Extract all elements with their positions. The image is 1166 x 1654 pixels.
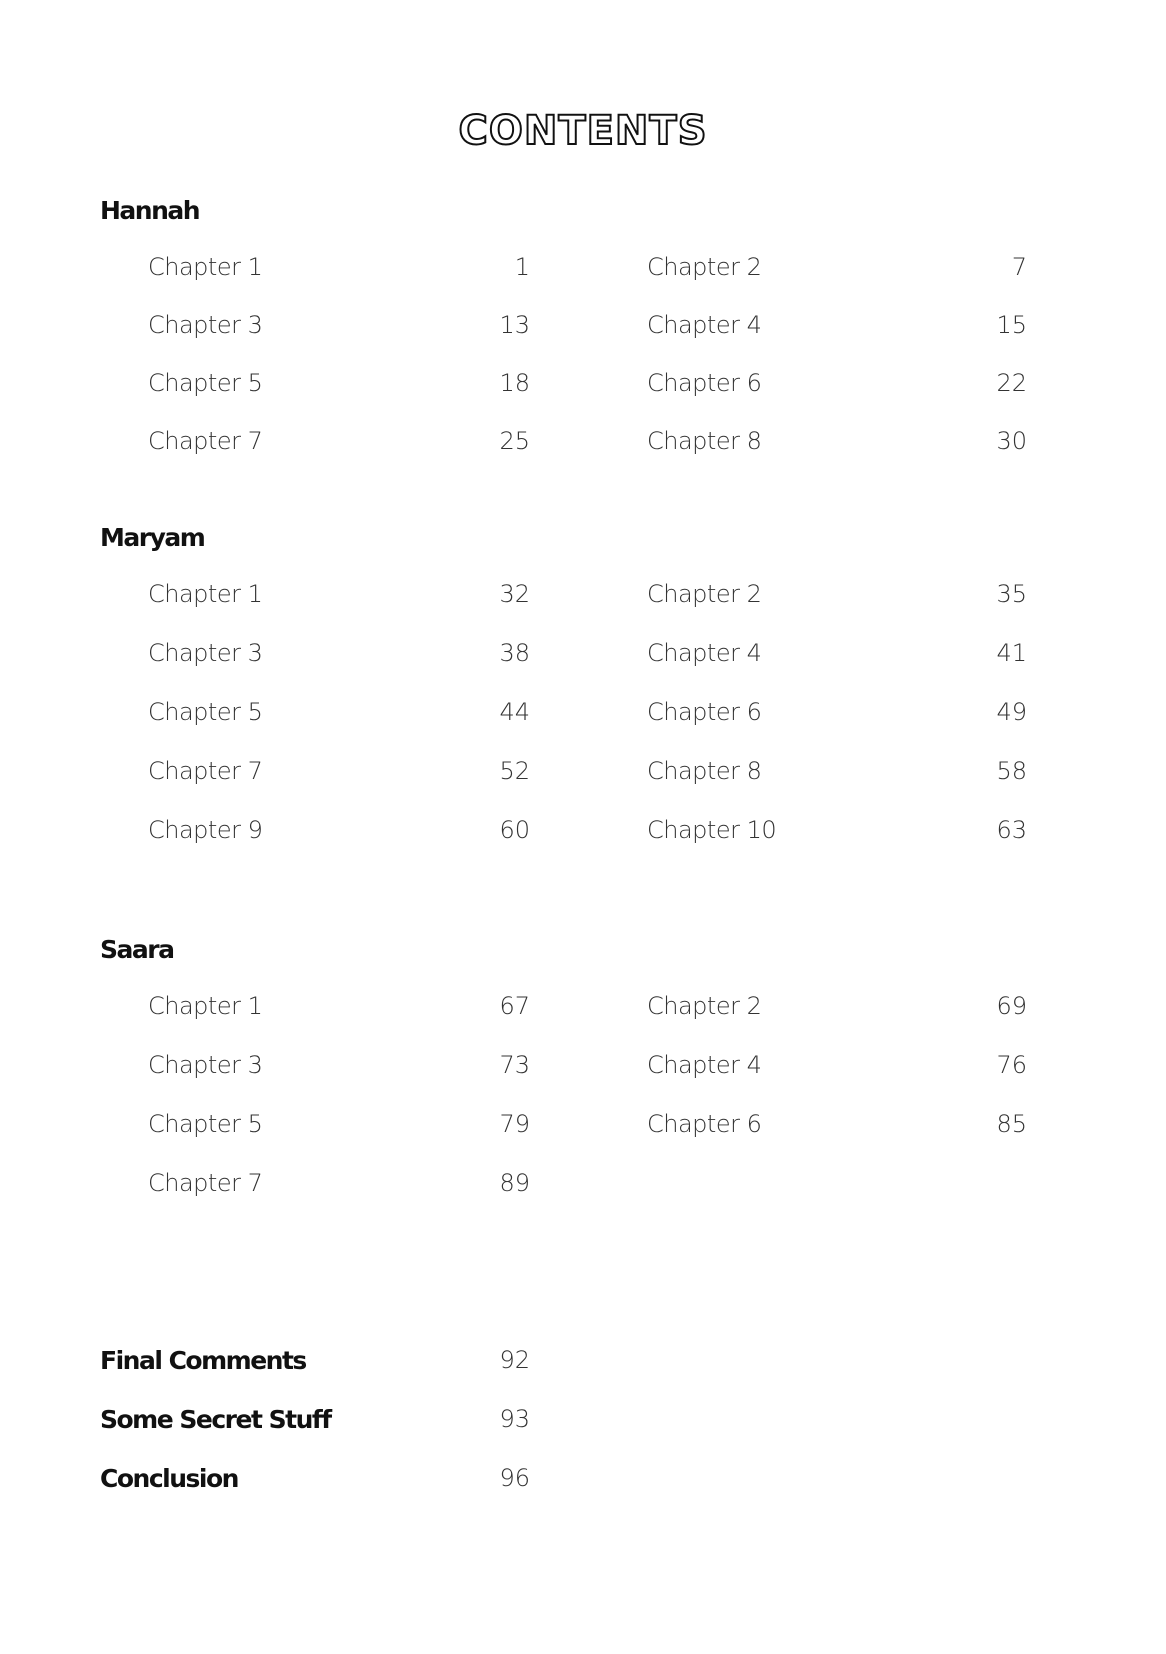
toc-entry[interactable]: Chapter 10 <box>647 816 777 844</box>
toc-entry[interactable]: Chapter 7 <box>148 757 263 785</box>
page-number: 35 <box>996 580 1027 608</box>
page-number: 30 <box>996 427 1027 455</box>
toc-entry[interactable]: Chapter 3 <box>148 1051 263 1079</box>
toc-entry[interactable]: Chapter 6 <box>647 1110 762 1138</box>
toc-entry[interactable]: Chapter 6 <box>647 698 762 726</box>
toc-entry[interactable]: Chapter 4 <box>647 1051 762 1079</box>
page-number: 85 <box>996 1110 1027 1138</box>
page-number: 69 <box>996 992 1027 1020</box>
page-number: 60 <box>499 816 530 844</box>
page-number: 15 <box>996 311 1027 339</box>
page-number: 32 <box>499 580 530 608</box>
page-number: 41 <box>996 639 1027 667</box>
page-number: 18 <box>499 369 530 397</box>
toc-entry[interactable]: Chapter 2 <box>647 580 762 608</box>
page-number: 79 <box>499 1110 530 1138</box>
toc-entry[interactable]: Chapter 2 <box>647 253 762 281</box>
toc-entry[interactable]: Chapter 2 <box>647 992 762 1020</box>
page-number: 38 <box>499 639 530 667</box>
toc-entry[interactable]: Chapter 1 <box>148 580 263 608</box>
page-number: 7 <box>1011 253 1027 281</box>
page-number: 63 <box>996 816 1027 844</box>
page-title: CONTENTS <box>458 108 708 154</box>
toc-entry[interactable]: Chapter 4 <box>647 311 762 339</box>
toc-entry[interactable]: Chapter 8 <box>647 427 762 455</box>
toc-entry[interactable]: Chapter 1 <box>148 992 263 1020</box>
page-number: 13 <box>499 311 530 339</box>
toc-extra-final-comments[interactable]: Final Comments <box>100 1346 306 1375</box>
page-number: 44 <box>499 698 530 726</box>
page-number: 58 <box>996 757 1027 785</box>
page-number: 52 <box>499 757 530 785</box>
toc-entry[interactable]: Chapter 3 <box>148 639 263 667</box>
toc-entry[interactable]: Chapter 7 <box>148 427 263 455</box>
toc-entry[interactable]: Chapter 7 <box>148 1169 263 1197</box>
toc-entry[interactable]: Chapter 9 <box>148 816 263 844</box>
toc-entry[interactable]: Chapter 4 <box>647 639 762 667</box>
page-number: 96 <box>499 1464 530 1492</box>
page-number: 49 <box>996 698 1027 726</box>
page-number: 76 <box>996 1051 1027 1079</box>
toc-entry[interactable]: Chapter 5 <box>148 369 263 397</box>
section-title-saara: Saara <box>100 935 174 964</box>
page-number: 93 <box>499 1405 530 1433</box>
toc-entry[interactable]: Chapter 5 <box>148 1110 263 1138</box>
toc-extra-some-secret-stuff[interactable]: Some Secret Stuff <box>100 1405 331 1434</box>
section-title-maryam: Maryam <box>100 523 205 552</box>
toc-extra-conclusion[interactable]: Conclusion <box>100 1464 238 1493</box>
toc-entry[interactable]: Chapter 5 <box>148 698 263 726</box>
toc-entry[interactable]: Chapter 6 <box>647 369 762 397</box>
page-number: 73 <box>499 1051 530 1079</box>
toc-entry[interactable]: Chapter 3 <box>148 311 263 339</box>
toc-entry[interactable]: Chapter 1 <box>148 253 263 281</box>
toc-entry[interactable]: Chapter 8 <box>647 757 762 785</box>
page-number: 89 <box>499 1169 530 1197</box>
page-number: 1 <box>514 253 530 281</box>
page-number: 67 <box>499 992 530 1020</box>
page-number: 25 <box>499 427 530 455</box>
page-number: 22 <box>996 369 1027 397</box>
section-title-hannah: Hannah <box>100 196 200 225</box>
page-number: 92 <box>499 1346 530 1374</box>
